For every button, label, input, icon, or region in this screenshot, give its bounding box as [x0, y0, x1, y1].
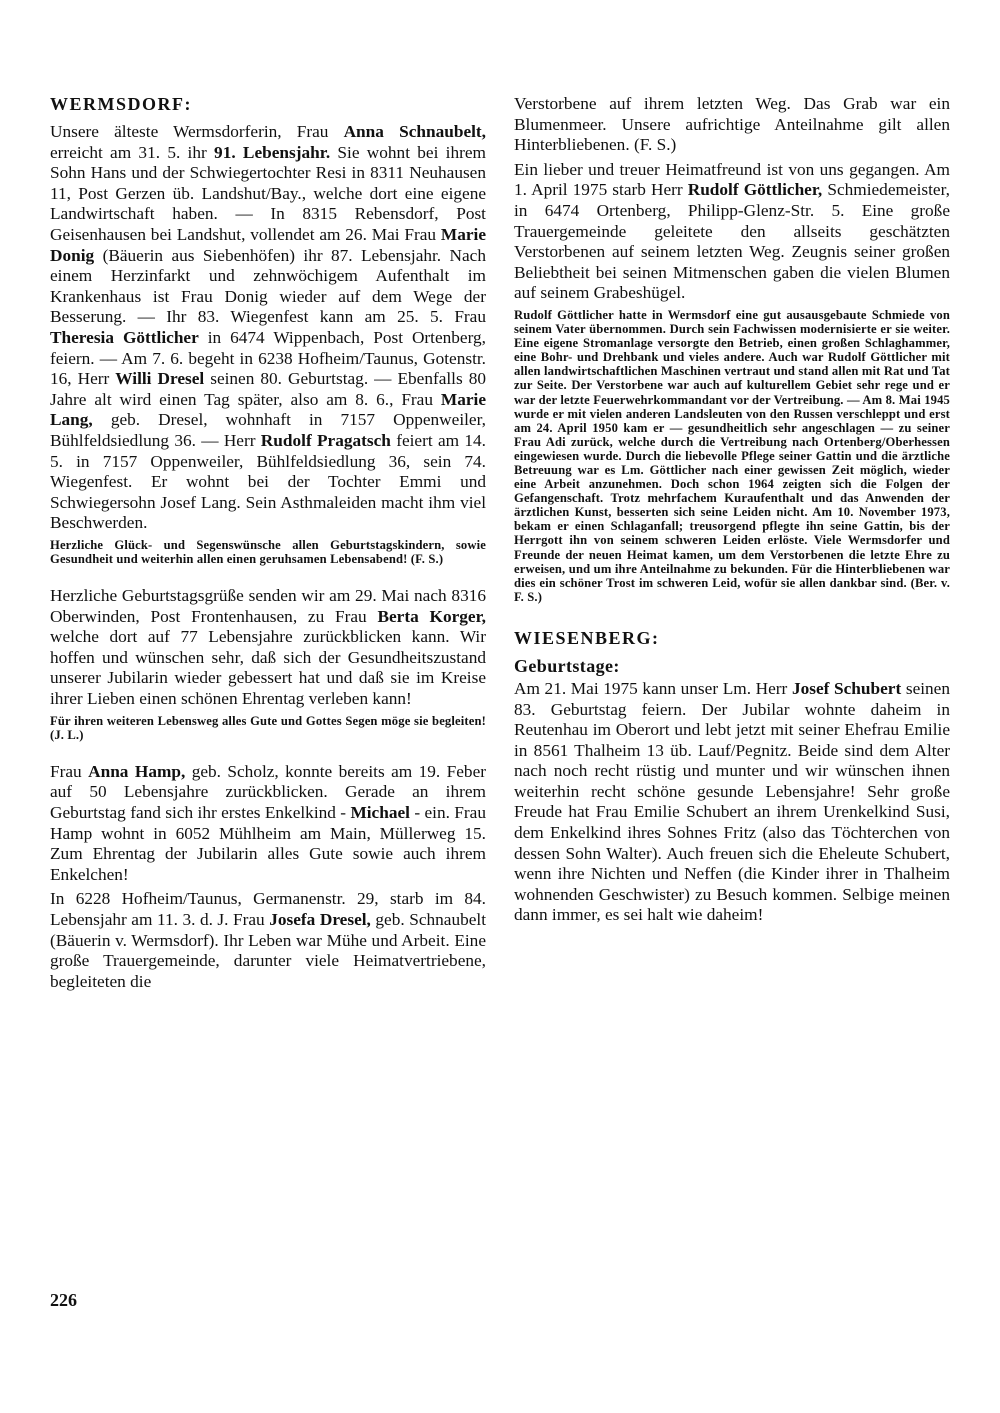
bold-name: Josef Schubert	[791, 678, 902, 698]
bold-name: Marie Donig	[50, 224, 486, 265]
article-paragraph: Frau Anna Hamp, geb. Scholz, konnte bereits am 19. Feber auf 50 Lebensjahre zurückblicken. Gerade an ihrem Geburtstag fand sich ihr erstes Enkelkind - Michael - ein. Frau Hamp wohnt in 6052 Mühlheim am Main, Müllerweg 15. Zum Ehrentag der Jubilarin alles Gute sowie auch ihrem Enkelchen!	[50, 761, 487, 884]
subheading-geburtstage: Geburtstage:	[514, 655, 620, 676]
bold-name: Rudolf Göttlicher,	[687, 180, 823, 200]
article-paragraph: Unsere älteste Wermsdorferin, Frau Anna Schnaubelt, erreicht am 31. 5. ihr 91. Lebensjahr. Sie wohnt bei ihrem Sohn Hans und der Schwiegertochter Resi in 8311 Neuhausen 11, Post Gerzen üb. Landshut/Bay., welche dort eine eigene Landwirtschaft haben. — In 8315 Rebensdorf, Post Geisenhausen bei Landshut, vollendet am 26. Mai Frau Marie Donig (Bäuerin aus Siebenhöfen) ihr 87. Lebensjahr. Nach einem Herzinfarkt und zehnwöchigem Aufenthalt im Krankenhaus ist Frau Donig wieder auf dem Wege der Besserung. — Ihr 83. Wiegenfest kann am 25. 5. Frau Theresia Göttlicher in 6474 Wippenbach, Post Ortenberg, feiern. — Am 7. 6. begeht in 6238 Hofheim/Taunus, Gotenstr. 16, Herr Willi Dresel seinen 80. Geburtstag. — Ebenfalls 80 Jahre alt wird einen Tag später, also am 8. 6., Frau Marie Lang, geb. Dresel, wohnhaft in 7157 Oppenweiler, Bühlfeldsiedlung 36. — Herr Rudolf Pragatsch feiert am 14. 5. in 7157 Oppenweiler, Bühlfeldsiedlung 36, sein 74. Wiegenfest. Er wohnt bei der Tochter Emmi und Schwiegersohn Josef Lang. Sein Asthmaleiden macht ihm viel Beschwerden.	[50, 122, 487, 533]
bold-name: Marie Lang,	[50, 389, 486, 430]
bold-name: Anna Hamp,	[88, 761, 186, 781]
bold-name: Michael	[350, 803, 410, 822]
right-column	[514, 94, 950, 930]
page-number: 226	[50, 1290, 77, 1310]
bold-name: Anna Schnaubelt,	[343, 122, 486, 141]
bold-name: Berta Korger,	[377, 606, 486, 626]
left-column	[50, 94, 486, 996]
bold-name: Rudolf Pragatsch	[260, 430, 391, 450]
article-footnote: Für ihren weiteren Lebensweg alles Gute und Gottes Segen möge sie begleiten! (J. L.)	[50, 713, 486, 742]
article-paragraph: Herzliche Geburtstagsgrüße senden wir am 29. Mai nach 8316 Oberwinden, Post Frontenhausen, zu Frau Berta Korger, welche dort auf 77 Lebensjahre zurückblicken kann. Wir hoffen und wünschen sehr, daß sich der Gesundheitszustand unserer Jubilarin wieder gebessert hat und daß sie im Kreise ihrer Lieben einen schönen Ehrentag verleben kann!	[50, 586, 486, 709]
bold-name: Willi Dresel	[115, 369, 205, 389]
section-heading-wermsdorf: WERMSDORF:	[50, 94, 192, 114]
article-paragraph: Am 21. Mai 1975 kann unser Lm. Herr Josef Schubert seinen 83. Geburtstag feiern. Der Jubilar wohnte daheim in Reutenhau im Oberort und lebt jetzt mit seiner Ehefrau Emilie in 8561 Thalheim 13 üb. Lauf/Pegnitz. Beide sind dem Alter nach noch recht rüstig und munter und wir wünschen ihnen weiterhin recht schöne gesunde Lebensjahre! Sehr große Freude hat Frau Emilie Schubert an ihrem Urenkelkind Susi, dem Enkelkind ihres Sohnes Fritz (also das Töchterchen von dessen Sohn Walter). Auch freuen sich die Eheleute Schubert, wenn ihre Nichten und Neffen (die Kinder ihrer in Thalheim wohnenden Geschwister) zu Besuch kommen. Selbige meinen dann immer, es sei halt wie daheim!	[514, 678, 950, 925]
bold-name: 91. Lebensjahr.	[214, 142, 331, 162]
bold-name: Josefa Dresel,	[269, 909, 371, 929]
bold-name: Theresia Göttlicher	[50, 327, 199, 347]
article-paragraph: Ein lieber und treuer Heimatfreund ist von uns gegangen. Am 1. April 1975 starb Herr Rudolf Göttlicher, Schmiedemeister, in 6474 Ortenberg, Philipp-Glenz-Str. 5. Eine große Trauergemeinde geleitete den allseits geschätzten Verstorbenen auf seinem letzten Weg. Zeugnis seiner großen Beliebtheit bei seinen Mitmenschen gaben die vielen Blumen auf seinem Grabeshügel.	[514, 159, 950, 303]
article-paragraph: In 6228 Hofheim/Taunus, Germanenstr. 29, starb im 84. Lebensjahr am 11. 3. d. J. Frau Josefa Dresel, geb. Schnaubelt (Bäuerin v. Wermsdorf). Ihr Leben war Mühe und Arbeit. Eine große Trauergemeinde, darunter viele Heimatvertriebene, begleiteten die	[50, 889, 487, 991]
article-footnote: Herzliche Glück- und Segenswünsche allen Geburtstagskindern, sowie Gesundheit und weiterhin allen einen geruhsamen Lebensabend! (F. S.)	[50, 537, 486, 566]
section-heading-wiesenberg: WIESENBERG:	[514, 627, 660, 648]
article-small-print: Rudolf Göttlicher hatte in Wermsdorf eine gut ausausgebaute Schmiede von seinem Vater übernommen. Durch sein Fachwissen modernisierte er sie weiter. Eine eigene Stromanlage versorgte den Betrieb, einen großen Schlaghammer, eine Bohr- und Drehbank und vieles andere. Auch war Rudolf Göttlicher mit allen landwirtschaftlichen Maschinen vertraut und stand allen mit Rat und Tat zur Seite. Der Verstorbene war auch auf kulturellem Gebiet sehr rege und er war der letzte Feuerwehrkommandant vor der Vertreibung. — Am 8. Mai 1945 wurde er mit vielen anderen Landsleuten von den Russen verschleppt und erst am 24. April 1950 kam er — gesundheitlich sehr angeschlagen — zu seiner Frau Adi zurück, welche durch die Vertreibung nach Ortenberg/Oberhessen eingewiesen wurde. Durch die liebevolle Pflege seiner Gattin und die ärztliche Betreuung war es Lm. Göttlicher nach einer gewissen Zeit möglich, wieder eine Arbeit anzunehmen. Doch schon 1964 zeigten sich die Folgen der Gefangenschaft. Trotz mehrfachem Kuraufenthalt und das Anwenden der ärztlichen Kunst, besserten sich seine Leiden nicht. Am 10. November 1973, bekam er einen Schlaganfall; treusorgend pflegte ihn seine Gattin, bis der Herrgott ihn von seinem schweren Leiden erlöste. Viele Wermsdorfer und Freunde der neuen Heimat kamen, um dem Verstorbenen die letzte Ehre zu erweisen, und um ihre Anteilnahme zu bekunden. Für die Hinterbliebenen war dies ein schöner Trost im schweren Leid, wofür sie allen dankbar sind. (Ber. v. F. S.)	[514, 307, 950, 604]
article-paragraph: Verstorbene auf ihrem letzten Weg. Das Grab war ein Blumenmeer. Unsere aufrichtige Anteilnahme gilt allen Hinterbliebenen. (F. S.)	[514, 94, 950, 155]
